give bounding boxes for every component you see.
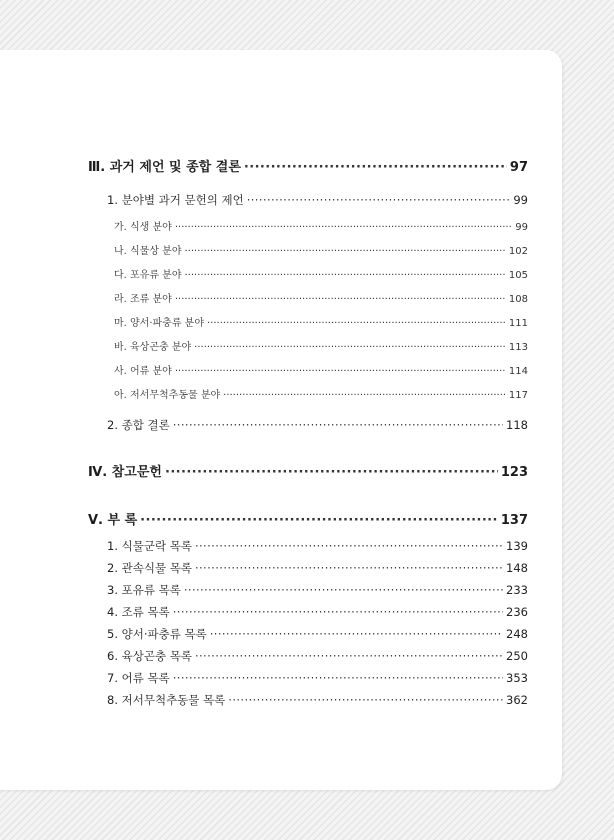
- toc-page-number: 139: [506, 539, 528, 553]
- toc-page-number: 102: [508, 246, 528, 257]
- toc-page-number: 123: [500, 465, 528, 480]
- toc-chapter-4[interactable]: [88, 461, 528, 480]
- toc-subsection-label: 라. 조류 분야: [114, 294, 172, 305]
- toc-subsection[interactable]: [114, 242, 528, 257]
- toc-page-number: 108: [508, 294, 528, 305]
- toc-section-label: 2. 관속식물 목록: [107, 561, 192, 575]
- dot-leader: [185, 246, 506, 257]
- toc-appendix-item[interactable]: [107, 604, 528, 620]
- dot-leader: [195, 649, 503, 663]
- toc-subsection-label: 가. 식생 분야: [114, 222, 172, 233]
- toc-page-number: 236: [506, 605, 528, 619]
- toc-appendix-item[interactable]: [107, 648, 528, 664]
- toc-subsection[interactable]: [114, 218, 528, 233]
- dot-leader: [175, 222, 512, 233]
- toc-appendix-item[interactable]: [107, 692, 528, 708]
- toc-section-3-2[interactable]: [107, 417, 528, 433]
- toc-page-number: 137: [500, 513, 528, 528]
- toc-section-label: 2. 종합 결론: [107, 418, 170, 432]
- toc-section-label: 7. 어류 목록: [107, 671, 170, 685]
- toc-subsection[interactable]: [114, 266, 528, 281]
- toc-section-label: 8. 저서무척추동물 목록: [107, 693, 226, 707]
- toc-section-label: 6. 육상곤충 목록: [107, 649, 192, 663]
- toc-page-number: 114: [508, 366, 528, 377]
- toc-page-number: 362: [506, 693, 528, 707]
- toc-subsection-label: 바. 육상곤충 분야: [114, 342, 192, 353]
- dot-leader: [175, 294, 506, 305]
- toc-subsection-label: 사. 어류 분야: [114, 366, 172, 377]
- toc-chapter-5[interactable]: [88, 509, 528, 528]
- dot-leader: [207, 318, 506, 329]
- toc-page-number: 97: [509, 160, 528, 175]
- toc-section-3-1[interactable]: [107, 192, 528, 208]
- toc-appendix-item[interactable]: [107, 582, 528, 598]
- dot-leader: [184, 583, 503, 597]
- dot-leader: [175, 366, 506, 377]
- dot-leader: [173, 418, 503, 432]
- dot-leader: [223, 390, 506, 401]
- toc-page-number: 99: [515, 222, 528, 233]
- toc-page-number: 111: [508, 318, 528, 329]
- toc-section-label: 1. 식물군락 목록: [107, 539, 192, 553]
- toc-subsection-label: 다. 포유류 분야: [114, 270, 182, 281]
- toc-page-number: 118: [506, 418, 528, 432]
- dot-leader: [165, 465, 498, 480]
- dot-leader: [194, 342, 506, 353]
- toc-page-number: 248: [506, 627, 528, 641]
- toc-page-number: 233: [506, 583, 528, 597]
- toc-chapter-3[interactable]: [88, 156, 528, 175]
- dot-leader: [210, 627, 503, 641]
- toc-chapter-label: Ⅴ. 부 록: [88, 513, 138, 528]
- dot-leader: [247, 193, 511, 207]
- dot-leader: [228, 693, 503, 707]
- toc-section-label: 3. 포유류 목록: [107, 583, 181, 597]
- dot-leader: [185, 270, 506, 281]
- dot-leader: [173, 671, 503, 685]
- toc-subsection-label: 나. 식물상 분야: [114, 246, 182, 257]
- toc-page-number: 113: [508, 342, 528, 353]
- toc-appendix-item[interactable]: [107, 538, 528, 554]
- toc-chapter-label: Ⅲ. 과거 제언 및 종합 결론: [88, 160, 241, 175]
- toc-page-number: 250: [506, 649, 528, 663]
- dot-leader: [140, 513, 498, 528]
- dot-leader: [173, 605, 503, 619]
- toc-section-label: 4. 조류 목록: [107, 605, 170, 619]
- dot-leader: [195, 539, 503, 553]
- toc-subsection[interactable]: [114, 338, 528, 353]
- toc-subsection[interactable]: [114, 386, 528, 401]
- toc-section-label: 1. 분야별 과거 문헌의 제언: [107, 193, 244, 207]
- toc-subsection[interactable]: [114, 314, 528, 329]
- toc-subsection[interactable]: [114, 362, 528, 377]
- toc-subsection-label: 마. 양서·파충류 분야: [114, 318, 204, 329]
- toc-appendix-item[interactable]: [107, 670, 528, 686]
- toc-page-number: 99: [513, 193, 528, 207]
- toc-page-number: 105: [508, 270, 528, 281]
- dot-leader: [195, 561, 503, 575]
- toc-section-label: 5. 양서·파충류 목록: [107, 627, 207, 641]
- toc-page-number: 117: [508, 390, 528, 401]
- toc-page-number: 148: [506, 561, 528, 575]
- toc-subsection[interactable]: [114, 290, 528, 305]
- dot-leader: [244, 160, 507, 175]
- toc-appendix-item[interactable]: [107, 560, 528, 576]
- toc-page-number: 353: [506, 671, 528, 685]
- toc-appendix-item[interactable]: [107, 626, 528, 642]
- toc-chapter-label: Ⅳ. 참고문헌: [88, 465, 162, 480]
- toc-subsection-label: 아. 저서무척추동물 분야: [114, 390, 221, 401]
